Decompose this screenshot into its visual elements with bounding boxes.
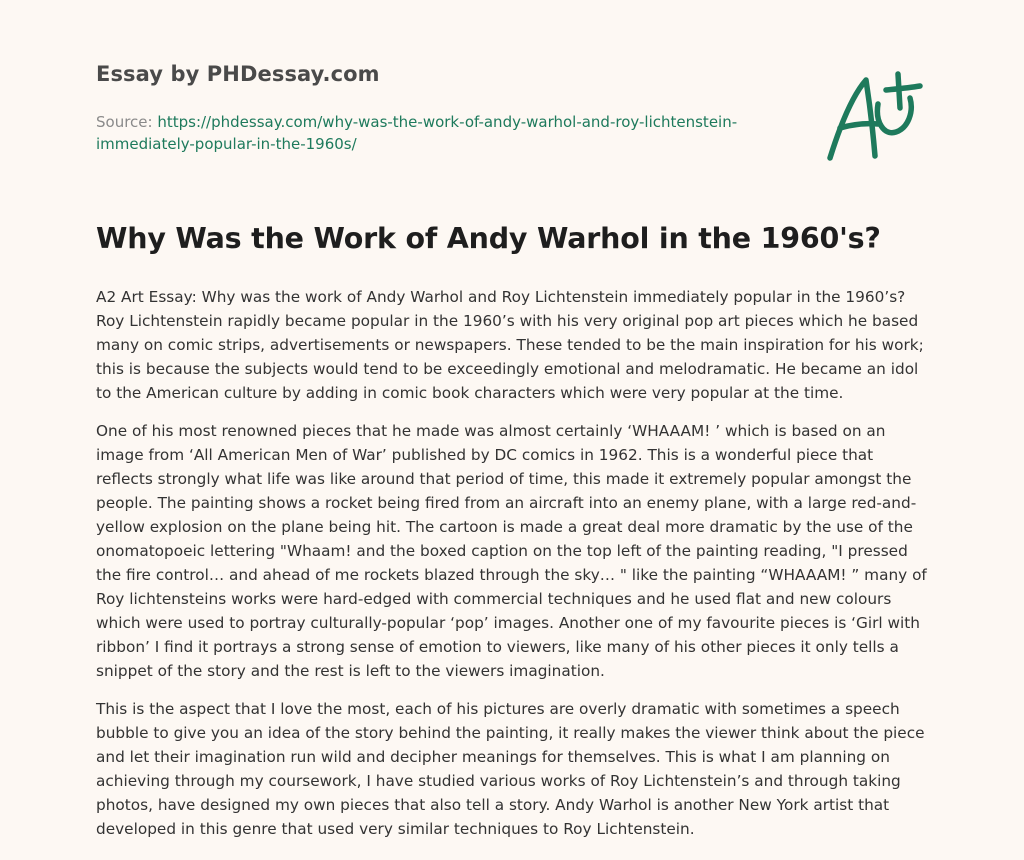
source-line xyxy=(96,111,796,155)
site-name: Essay by PHDessay.com xyxy=(96,62,380,86)
a-plus-grade-icon xyxy=(820,66,930,166)
source-label: Source: xyxy=(96,113,158,131)
source-link[interactable]: https://phdessay.com/why-was-the-work-of-andy-warhol-and-roy-lichtenstein-immediately-popular-in-the-1960s/ xyxy=(96,113,738,153)
essay-body xyxy=(96,285,932,855)
article-title: Why Was the Work of Andy Warhol in the 1960's? xyxy=(96,222,881,255)
essay-paragraph: A2 Art Essay: Why was the work of Andy Warhol and Roy Lichtenstein immediately popular in the 1960’s? Roy Lichtenstein rapidly became popular in the 1960’s with his very original pop art pieces which he based many on comic strips, advertisements or newspapers. These tended to be the main inspiration for his work; this is because the subjects would tend to be exceedingly emotional and melodramatic. He became an idol to the American culture by adding in comic book characters which were very popular at the time. xyxy=(96,288,924,402)
essay-paragraph: One of his most renowned pieces that he made was almost certainly ‘WHAAAM! ’ which is based on an image from ‘All American Men of War’ published by DC comics in 1962. This is a wonderful piece that reflects strongly what life was like around that period of time, this made it extremely popular amongst the people. The painting shows a rocket being fired from an aircraft into an enemy plane, with a large red-and-yellow explosion on the plane being hit. The cartoon is made a great deal more dramatic by the use of the onomatopoeic lettering "Whaam! and the boxed caption on the top left of the painting reading, "I pressed the fire control… and ahead of me rockets blazed through the sky… " like the painting “WHAAAM! ” many of Roy lichtensteins works were hard-edged with commercial techniques and he used flat and new colours which were used to portray culturally-popular ‘pop’ images. Another one of my favourite pieces is ‘Girl with ribbon’ I find it portrays a strong sense of emotion to viewers, like many of his other pieces it only tells a snippet of the story and the rest is left to the viewers imagination. xyxy=(96,422,927,680)
essay-paragraph: This is the aspect that I love the most, each of his pictures are overly dramatic with sometimes a speech bubble to give you an idea of the story behind the painting, it really makes the viewer think about the piece and let their imagination run wild and decipher meanings for themselves. This is what I am planning on achieving through my coursework, I have studied various works of Roy Lichtenstein’s and through taking photos, have designed my own pieces that also tell a story. Andy Warhol is another New York artist that developed in this genre that used very similar techniques to Roy Lichtenstein. xyxy=(96,700,925,838)
